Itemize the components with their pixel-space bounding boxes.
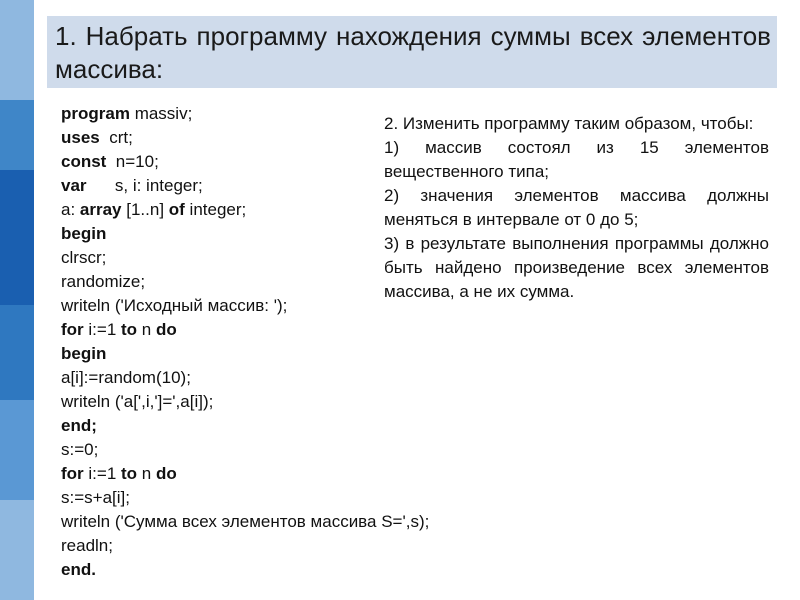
code-line — [61, 318, 381, 342]
code-line: randomize; — [61, 272, 146, 291]
code-keyword: to — [121, 320, 138, 339]
code-keyword: begin — [61, 344, 107, 363]
code-line: writeln ('a[',i,']=',a[i]); — [61, 392, 214, 411]
code-keyword: to — [121, 464, 138, 483]
task-item-3: 3) в результате выполнения программы должно быть найдено произведение всех элементов массива, а не их сумма. — [384, 234, 769, 301]
code-text: integer; — [184, 200, 247, 219]
code-keyword: var — [61, 176, 87, 195]
code-line: writeln ('Исходный массив: '); — [61, 296, 288, 315]
code-keyword: uses — [61, 128, 100, 147]
code-keyword: for — [61, 464, 84, 483]
code-line — [61, 198, 381, 222]
code-text: crt; — [99, 128, 133, 147]
code-keyword: begin — [61, 224, 107, 243]
code-line — [61, 414, 381, 438]
code-text: massiv; — [129, 104, 193, 123]
task-item-2: 2) значения элементов массива должны меняться в интервале от 0 до 5; — [384, 186, 769, 229]
code-text: s, i: integer; — [86, 176, 203, 195]
code-keyword: for — [61, 320, 84, 339]
code-line: a[i]:=random(10); — [61, 368, 191, 387]
code-line — [61, 174, 381, 198]
code-keyword: end; — [61, 416, 97, 435]
code-keyword: program — [61, 104, 130, 123]
code-listing — [61, 102, 430, 582]
code-line: readln; — [61, 536, 113, 555]
code-line: clrscr; — [61, 248, 107, 267]
code-text: i:=1 — [83, 464, 122, 483]
slide-title: 1. Набрать программу нахождения суммы всех элементов массива: — [55, 21, 771, 84]
code-keyword: do — [155, 464, 177, 483]
code-line: writeln ('Сумма всех элементов массива S=',s); — [61, 512, 430, 531]
code-keyword: of — [168, 200, 185, 219]
code-line — [61, 222, 381, 246]
left-decorative-bar — [0, 0, 34, 600]
code-line: s:=0; — [61, 440, 99, 459]
code-text: i:=1 — [83, 320, 122, 339]
task-item-1: 1) массив состоял из 15 элементов вещественного типа; — [384, 138, 769, 181]
code-line — [61, 126, 381, 150]
code-keyword: do — [155, 320, 177, 339]
code-line — [61, 462, 381, 486]
task-intro: 2. Изменить программу таким образом, чтобы: — [384, 114, 754, 133]
code-text: n=10; — [106, 152, 159, 171]
code-text: n — [137, 464, 156, 483]
code-text: [1..n] — [121, 200, 169, 219]
code-text: n — [137, 320, 156, 339]
code-text: a: — [61, 200, 80, 219]
code-keyword: array — [79, 200, 122, 219]
code-line — [61, 102, 381, 126]
code-keyword: const — [61, 152, 107, 171]
task-description — [384, 112, 769, 304]
code-line — [61, 150, 381, 174]
code-line — [61, 558, 381, 582]
code-line — [61, 342, 381, 366]
code-keyword: end. — [61, 560, 96, 579]
code-line: s:=s+a[i]; — [61, 488, 130, 507]
